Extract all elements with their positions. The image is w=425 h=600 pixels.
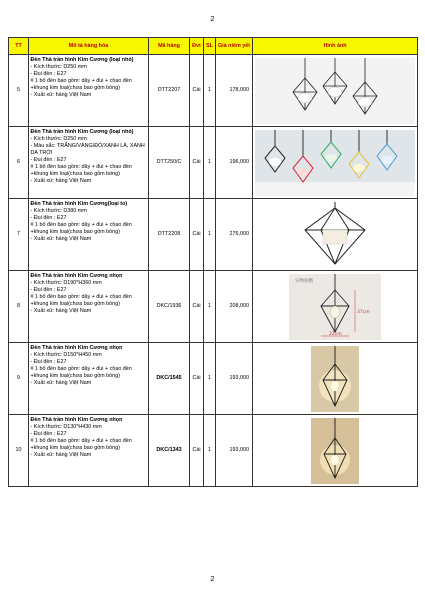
desc-line: - Đui đèn : E27 <box>30 287 67 293</box>
table-row <box>9 415 418 487</box>
row-image <box>253 343 418 415</box>
row-description <box>29 199 149 271</box>
row-tt: 6 <box>9 127 29 199</box>
desc-line: - Đui đèn : E27 <box>30 215 67 221</box>
row-image <box>253 415 418 487</box>
row-unit: Cái <box>190 343 204 415</box>
pointed-diamond-lamp-dimensioned-icon <box>255 274 415 340</box>
header-description: Mô tả hàng hóa <box>29 38 149 55</box>
row-price: 193,000 <box>216 343 253 415</box>
row-qty: 1 <box>204 127 216 199</box>
table-row <box>9 343 418 415</box>
pointed-diamond-lamp-lit-icon <box>255 418 415 484</box>
header-price: Giá niêm yết <box>216 38 253 55</box>
desc-line: - Xuất xứ: hàng Việt Nam <box>30 236 92 242</box>
row-price: 276,000 <box>216 199 253 271</box>
row-unit: Cái <box>190 415 204 487</box>
page-number-top: 2 <box>210 16 215 23</box>
row-code: DKC/1545 <box>149 343 190 415</box>
row-qty: 1 <box>204 343 216 415</box>
three-diamond-pendant-lamps-icon <box>255 58 415 124</box>
table-header-row <box>9 38 418 55</box>
table-row <box>9 271 418 343</box>
row-price: 193,000 <box>216 415 253 487</box>
row-image <box>253 127 418 199</box>
desc-line: - Màu sắc: TRẮNG/VÀNG/ĐỎ/XANH LÁ, XANH DA TRỜI <box>30 143 145 156</box>
desc-line: # 1 bộ đèn bao gồm: dây + đui + chao đèn +khung kim loại(chưa bao gồm bóng) <box>30 164 132 177</box>
desc-line: - Xuất xứ: hàng Việt Nam <box>30 92 92 98</box>
header-code: Mã hàng <box>149 38 190 55</box>
row-image <box>253 199 418 271</box>
row-tt: 9 <box>9 343 29 415</box>
desc-line: - Xuất xứ: hàng Việt Nam <box>30 452 92 458</box>
row-unit: Cái <box>190 199 204 271</box>
desc-line: # 1 bộ đèn bao gồm: dây + đui + chao đèn +khung kim loại(chưa bao gồm bóng) <box>30 222 132 235</box>
row-price: 178,000 <box>216 55 253 127</box>
header-qty: SL <box>204 38 216 55</box>
desc-line: - Đui đèn : E27 <box>30 71 67 77</box>
row-unit: Cái <box>190 127 204 199</box>
row-tt: 7 <box>9 199 29 271</box>
row-title: Đèn Thả trần hình Kim Cương nhọn <box>30 273 123 279</box>
image-header-label: 实物拍摄 <box>295 278 313 284</box>
desc-line: - Kích thước: D150*H450 mm <box>30 352 102 358</box>
desc-line: - Xuất xứ: hàng Việt Nam <box>30 308 92 314</box>
row-qty: 1 <box>204 415 216 487</box>
header-image: Hình ảnh <box>253 38 418 55</box>
row-image <box>253 55 418 127</box>
image-height-label: 37cm <box>357 309 370 315</box>
row-title: Đèn Thả trần hình Kim Cương (loại nhỏ) <box>30 57 134 63</box>
product-table <box>8 37 418 487</box>
row-description <box>29 415 149 487</box>
header-unit: Đvt <box>190 38 204 55</box>
row-title: Đèn Thả trần hình Kim Cương nhọn <box>30 417 123 423</box>
row-qty: 1 <box>204 55 216 127</box>
desc-line: - Kích thước: D250 mm <box>30 136 87 142</box>
row-price: 196,000 <box>216 127 253 199</box>
row-code: DTT2207 <box>149 55 190 127</box>
desc-line: - Kích thước: D130*H430 mm <box>30 424 102 430</box>
row-title: Đèn Thả trần hình Kim Cương nhọn <box>30 345 123 351</box>
row-qty: 1 <box>204 199 216 271</box>
desc-line: - Đui đèn : E27 <box>30 359 67 365</box>
page-number-bottom: 2 <box>210 576 215 583</box>
row-description <box>29 271 149 343</box>
desc-line: # 1 bộ đèn bao gồm: dây + đui + chao đèn +khung kim loại(chưa bao gồm bóng) <box>30 78 132 91</box>
table-row <box>9 127 418 199</box>
row-tt: 8 <box>9 271 29 343</box>
row-title: Đèn Thả trần hình Kim Cương(loại to) <box>30 201 128 207</box>
desc-line: - Kích thước: D250 mm <box>30 64 87 70</box>
row-image <box>253 271 418 343</box>
row-price: 208,000 <box>216 271 253 343</box>
table-row <box>9 199 418 271</box>
pointed-diamond-lamp-lit-icon <box>255 346 415 412</box>
row-unit: Cái <box>190 271 204 343</box>
row-tt: 10 <box>9 415 29 487</box>
row-code: DKC/1936 <box>149 271 190 343</box>
desc-line: # 1 bộ đèn bao gồm: dây + đui + chao đèn +khung kim loại(chưa bao gồm bóng) <box>30 438 132 451</box>
desc-line: - Kích thước: D190*H360 mm <box>30 280 102 286</box>
image-width-label: 22cm <box>329 331 342 337</box>
table-row <box>9 55 418 127</box>
row-code: DKC/1343 <box>149 415 190 487</box>
desc-line: - Kích thước: D380 mm <box>30 208 87 214</box>
large-diamond-pendant-lamp-icon <box>255 202 415 268</box>
desc-line: - Xuất xứ: hàng Việt Nam <box>30 178 92 184</box>
row-code: DTT2208 <box>149 199 190 271</box>
desc-line: - Xuất xứ: hàng Việt Nam <box>30 380 92 386</box>
row-description <box>29 343 149 415</box>
desc-line: # 1 bộ đèn bao gồm: dây + đui + chao đèn +khung kim loại(chưa bao gồm bóng) <box>30 366 132 379</box>
row-description <box>29 127 149 199</box>
row-description <box>29 55 149 127</box>
row-unit: Cái <box>190 55 204 127</box>
colored-diamond-pendant-lamps-icon <box>255 130 415 196</box>
header-tt: TT <box>9 38 29 55</box>
row-title: Đèn Thả trần hình Kim Cương (loại nhỏ) <box>30 129 134 135</box>
desc-line: - Đui đèn : E27 <box>30 431 67 437</box>
desc-line: - Đui đèn : E27 <box>30 157 67 163</box>
row-qty: 1 <box>204 271 216 343</box>
desc-line: # 1 bộ đèn bao gồm: dây + đui + chao đèn +khung kim loại(chưa bao gồm bóng) <box>30 294 132 307</box>
row-code: DTT250/C <box>149 127 190 199</box>
row-tt: 5 <box>9 55 29 127</box>
